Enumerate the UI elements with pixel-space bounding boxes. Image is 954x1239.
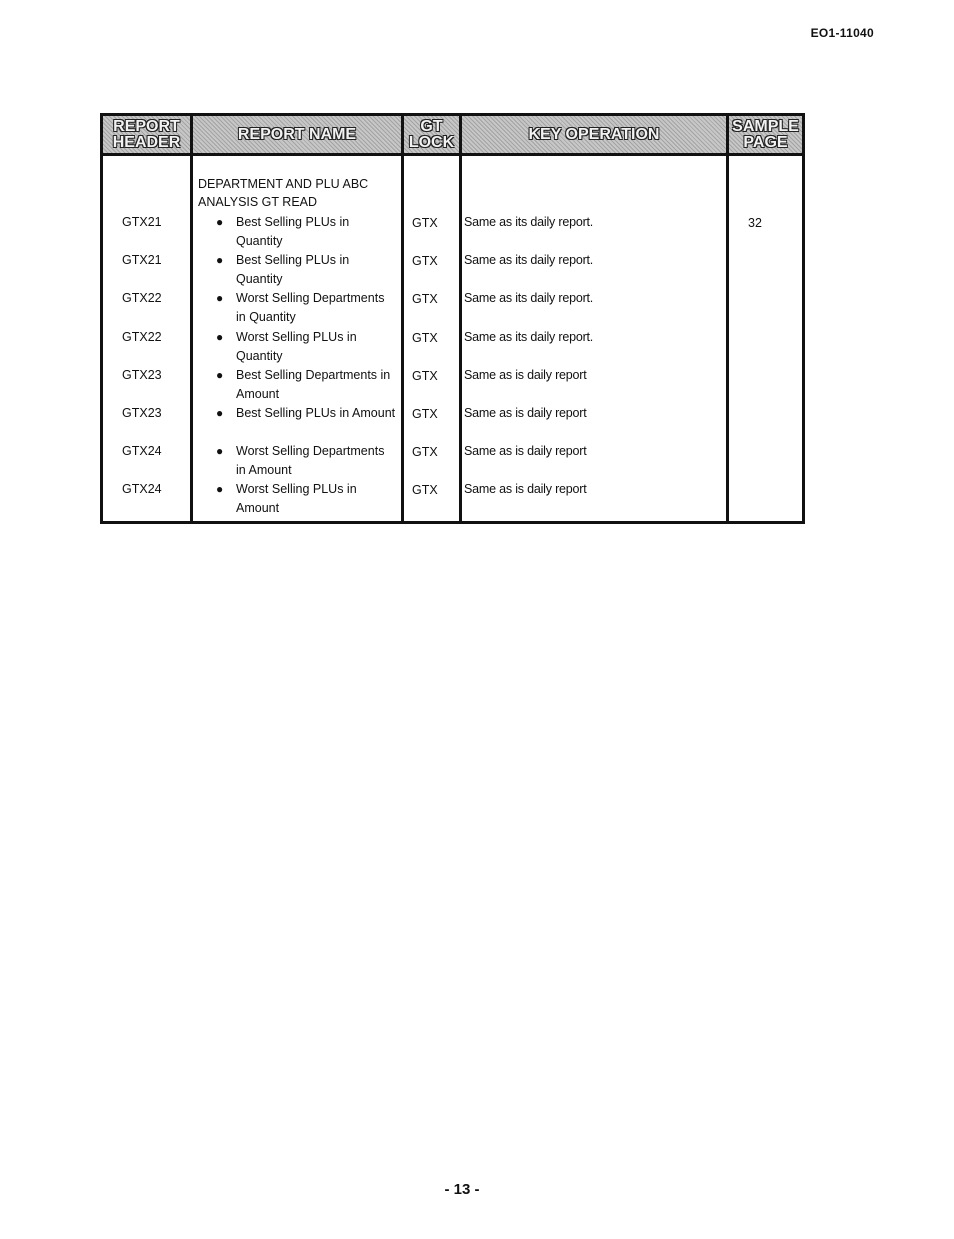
table-row xyxy=(103,404,802,442)
key-operation: Same as is daily report xyxy=(464,444,587,458)
key-operation: Same as is daily report xyxy=(464,368,587,382)
report-name: Worst Selling Departments in Amount xyxy=(236,444,385,477)
report-header-code: GTX22 xyxy=(122,291,162,305)
report-name: Best Selling PLUs in Quantity xyxy=(236,215,350,248)
table-row xyxy=(103,366,802,404)
report-header-code: GTX21 xyxy=(122,253,162,267)
bullet-icon: ● xyxy=(216,215,224,229)
report-name: Worst Selling PLUs in Amount xyxy=(236,482,357,515)
gt-lock: GTX xyxy=(412,483,438,497)
table-row xyxy=(103,328,802,366)
section-title: DEPARTMENT AND PLU ABC ANALYSIS GT READ xyxy=(198,177,369,209)
gt-lock: GTX xyxy=(412,445,438,459)
report-name: Worst Selling Departments in Quantity xyxy=(236,291,385,324)
gt-lock: GTX xyxy=(412,216,438,230)
report-table xyxy=(100,113,805,524)
gt-lock: GTX xyxy=(412,292,438,306)
bullet-icon: ● xyxy=(216,330,224,344)
header-sample-page: SAMPLE PAGE xyxy=(729,116,802,153)
bullet-icon: ● xyxy=(216,444,224,458)
sample-page-number: 32 xyxy=(748,216,762,230)
key-operation: Same as its daily report. xyxy=(464,253,594,267)
table-row xyxy=(103,213,802,251)
key-operation: Same as is daily report xyxy=(464,406,587,420)
table-row xyxy=(103,251,802,289)
report-header-code: GTX23 xyxy=(122,406,162,420)
header-report-header: REPORT HEADER xyxy=(103,116,193,153)
bullet-icon: ● xyxy=(216,482,224,496)
report-header-code: GTX23 xyxy=(122,368,162,382)
document-id: EO1-11040 xyxy=(810,26,874,40)
bullet-icon: ● xyxy=(216,406,224,420)
header-gt-lock: GT LOCK xyxy=(404,116,462,153)
report-header-code: GTX22 xyxy=(122,330,162,344)
key-operation: Same as its daily report. xyxy=(464,215,594,229)
header-key-operation: KEY OPERATION xyxy=(462,116,729,153)
bullet-icon: ● xyxy=(216,253,224,267)
table-row xyxy=(103,480,802,518)
table-header-row xyxy=(103,116,802,156)
page-number: - 13 - xyxy=(444,1181,480,1198)
gt-lock: GTX xyxy=(412,331,438,345)
gt-lock: GTX xyxy=(412,254,438,268)
report-name: Best Selling PLUs in Amount xyxy=(236,406,396,420)
report-header-code: GTX21 xyxy=(122,215,162,229)
key-operation: Same as its daily report. xyxy=(464,330,594,344)
gt-lock: GTX xyxy=(412,369,438,383)
gt-lock: GTX xyxy=(412,407,438,421)
key-operation: Same as its daily report. xyxy=(464,291,594,305)
report-name: Best Selling PLUs in Quantity xyxy=(236,253,350,286)
bullet-icon: ● xyxy=(216,368,224,382)
header-report-name: REPORT NAME xyxy=(193,116,404,153)
report-name: Best Selling Departments in Amount xyxy=(236,368,391,401)
report-name: Worst Selling PLUs in Quantity xyxy=(236,330,357,363)
key-operation: Same as is daily report xyxy=(464,482,587,496)
report-header-code: GTX24 xyxy=(122,444,162,458)
report-header-code: GTX24 xyxy=(122,482,162,496)
table-row xyxy=(103,442,802,480)
table-body xyxy=(103,156,802,521)
table-row xyxy=(103,289,802,327)
bullet-icon: ● xyxy=(216,291,224,305)
